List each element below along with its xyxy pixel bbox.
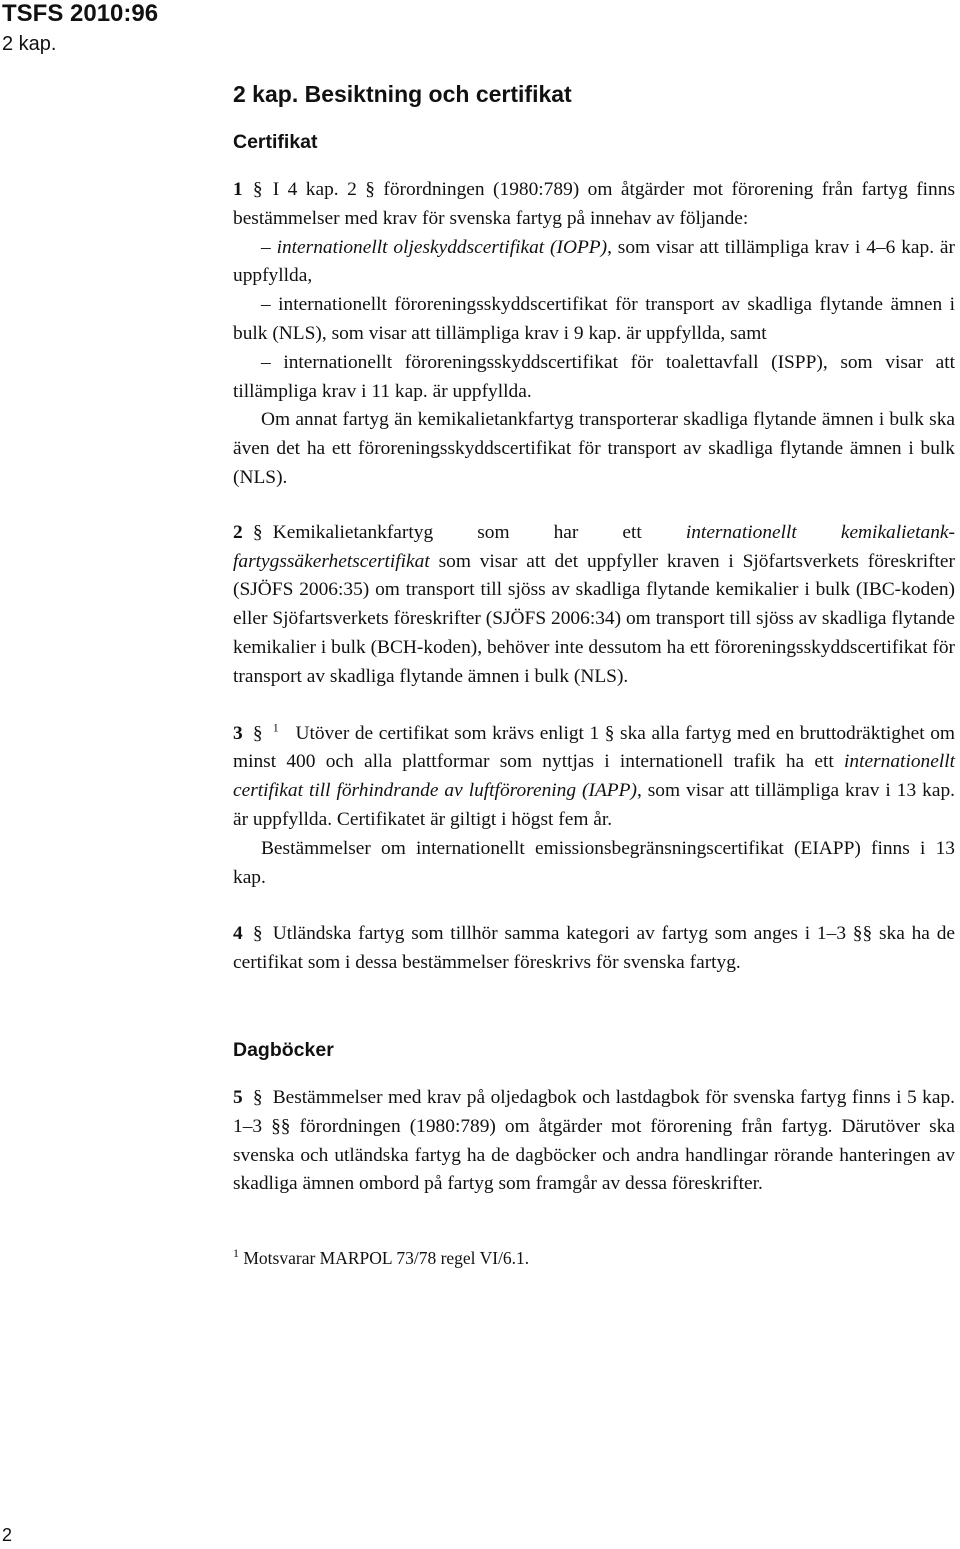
section-4 xyxy=(233,920,955,978)
section-1-intro xyxy=(233,176,955,234)
section-number: 4 xyxy=(233,923,243,945)
section-sign: § xyxy=(252,923,263,945)
section-1-item-iopp-text: , som visar att tillämpliga krav i 4–6 kap. är uppfyllda, xyxy=(233,236,955,287)
section-number: 2 xyxy=(233,521,243,543)
section-1 xyxy=(233,176,955,493)
section-3-lead: Utöver de certifikat som krävs enligt 1 § ska alla fartyg med en bruttodräktighet om minst 400 och alla plattformar som nyttjas i internationell trafik ha ett xyxy=(233,722,955,773)
footnote-text: Motsvarar MARPOL 73/78 regel VI/6.1. xyxy=(243,1248,530,1269)
section-4-body: Utländska fartyg som tillhör samma kategori av fartyg som anges i 1–3 §§ ska ha de certifikat som i dessa bestämmelser föreskrivs för svenska fartyg. xyxy=(233,923,955,974)
section-sign: § xyxy=(252,722,263,744)
page-content xyxy=(233,80,955,1269)
section-1-item-ispp: – internationellt föroreningsskyddscertifikat för toalettavfall (ISPP), som visar att tillämpliga krav i 11 kap. är uppfyllda. xyxy=(233,351,955,402)
running-chapter: 2 kap. xyxy=(2,33,57,55)
heading-certifikat: Certifikat xyxy=(233,131,318,153)
footnote-number: 1 xyxy=(233,1246,239,1261)
section-5-body: Bestämmelser med krav på oljedagbok och lastdagbok för svenska fartyg finns i 5 kap. 1–3 §§ förordningen (1980:789) om åtgärder mot förorening från fartyg. Därutöver ska svenska och utländska fartyg ha de dagböcker och andra handlingar rörande hanteringen av skadliga ämnen ombord på fartyg som framgår av dessa föreskrifter. xyxy=(233,1086,955,1195)
document-code: TSFS 2010:96 xyxy=(2,0,159,27)
section-1-intro-text: I 4 kap. 2 § förordningen (1980:789) om åtgärder mot förorening från fartyg finns bestämmelser med krav för svenska fartyg på innehav av följande: xyxy=(233,179,955,229)
footnote-ref: 1 xyxy=(272,720,279,735)
heading-dagbocker: Dagböcker xyxy=(233,1038,334,1061)
section-number: 5 xyxy=(233,1086,243,1108)
section-1-item-iopp xyxy=(233,234,955,292)
section-1-item-nls: – internationellt föroreningsskyddscertifikat för transport av skadliga flytande ämnen i bulk (NLS), som visar att tillämpliga krav i 9 kap. är uppfyllda, samt xyxy=(233,294,955,344)
section-2-rest: som visar att det uppfyller kraven i Sjöfartsverkets föreskrifter (SJÖFS 2006:35) om transport till sjöss av skadliga flytande kemikalier i bulk (IBC-koden) eller Sjöfartsverkets föreskrifter (SJÖFS 2006:34) om transport till sjöss av skadliga flytande kemikalier i bulk (BCH-koden), behöver inte dessutom ha ett föroreningsskyddscertifikat för transport av skadliga flytande ämnen i bulk (NLS). xyxy=(233,550,955,687)
section-sign: § xyxy=(252,179,263,200)
footnote xyxy=(233,1247,955,1269)
page-number: 2 xyxy=(2,1525,13,1545)
section-2-lead: Kemikalietankfartyg som har ett xyxy=(272,521,642,543)
term-kemikalietankfartyg-certifikat: internationellt kemikalietank-fartygssäkerhetscertifikat xyxy=(233,521,955,572)
section-4-text xyxy=(233,920,955,978)
section-number: 3 xyxy=(233,722,243,744)
section-number: 1 xyxy=(233,179,243,200)
section-3-text xyxy=(233,720,955,835)
section-2 xyxy=(233,519,955,692)
section-2-text xyxy=(233,519,955,692)
term-iopp: internationellt oljeskyddscertifikat (IOPP) xyxy=(276,236,608,258)
section-3 xyxy=(233,720,955,893)
section-sign: § xyxy=(252,521,263,543)
section-5-text xyxy=(233,1084,955,1199)
section-3-paragraph-2: Bestämmelser om internationellt emissionsbegränsningscertifikat (EIAPP) finns i 13 kap. xyxy=(233,837,955,888)
list-dash: – xyxy=(261,236,271,258)
chapter-title: 2 kap. Besiktning och certifikat xyxy=(233,81,572,107)
term-iapp: internationellt certifikat till förhindrande av luftförorening (IAPP) xyxy=(233,751,955,802)
section-sign: § xyxy=(252,1086,263,1108)
running-head xyxy=(2,0,158,56)
section-1-paragraph-2: Om annat fartyg än kemikalietankfartyg transporterar skadliga flytande ämnen i bulk ska även det ha ett föroreningsskyddscertifikat för transport av skadliga flytande ämnen i bulk (NLS). xyxy=(233,409,955,488)
section-5 xyxy=(233,1084,955,1199)
section-3-rest: , som visar att tillämpliga krav i 13 kap. är uppfyllda. Certifikatet är giltigt i högst fem år. xyxy=(233,780,955,830)
